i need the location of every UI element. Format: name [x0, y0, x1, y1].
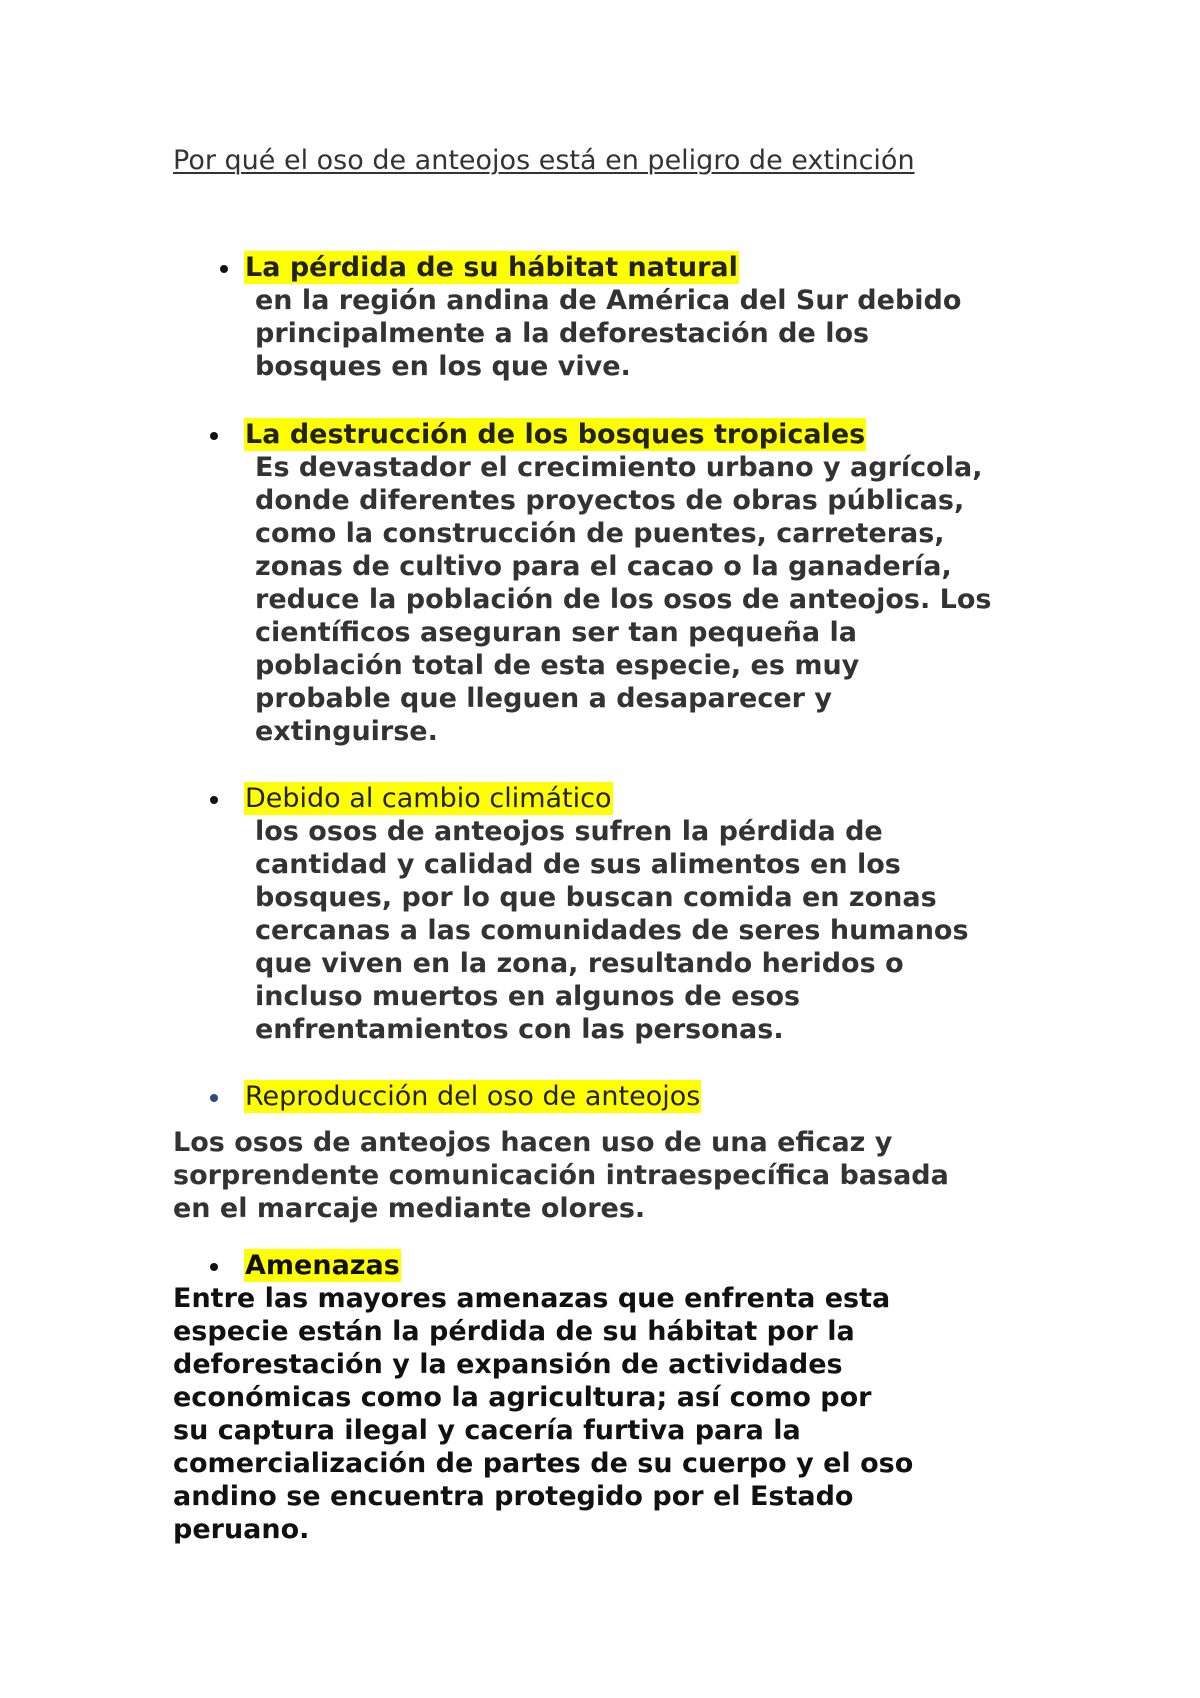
bullet-point — [210, 1094, 218, 1102]
section-heading-climate-change: Debido al cambio climático — [245, 783, 612, 814]
section-heading-threats: Amenazas — [245, 1250, 400, 1281]
section-body-forest-destruction: Es devastador el crecimiento urbano y agrícola, donde diferentes proyectos de obras públicas, como la construcción de puentes, carreteras, zonas de cultivo para el cacao o la ganadería, reduce la población de los osos de anteojos. Los científicos aseguran ser tan pequeña la población total de esta especie, es muy probable que lleguen a desaparecer y extinguirse. — [255, 452, 992, 747]
document-title: Por qué el oso de anteojos está en peligro de extinción — [173, 145, 915, 176]
section-body-habitat-loss: en la región andina de América del Sur debido principalmente a la deforestación de los bosques en los que vive. — [255, 285, 962, 382]
section-heading-reproduction: Reproducción del oso de anteojos — [245, 1081, 701, 1112]
section-heading-forest-destruction: La destrucción de los bosques tropicales — [245, 419, 866, 450]
section-body-threats: Entre las mayores amenazas que enfrenta esta especie están la pérdida de su hábitat por la deforestación y la expansión de actividades económicas como la agricultura; así como por su captura ilegal y cacería furtiva para la comercialización de partes de su cuerpo y el oso andino se encuentra protegido por el Estado peruano. — [173, 1283, 914, 1545]
bullet-point — [210, 1263, 218, 1271]
section-body-reproduction: Los osos de anteojos hacen uso de una eficaz y sorprendente comunicación intraespecífica basada en el marcaje mediante olores. — [173, 1127, 949, 1224]
section-heading-habitat-loss: La pérdida de su hábitat natural — [245, 252, 738, 283]
bullet-point — [220, 265, 228, 273]
bullet-point — [210, 432, 218, 440]
section-body-climate-change: los osos de anteojos sufren la pérdida de cantidad y calidad de sus alimentos en los bosques, por lo que buscan comida en zonas cercanas a las comunidades de seres humanos que viven en la zona, resultando heridos o incluso muertos en algunos de esos enfrentamientos con las personas. — [255, 816, 969, 1045]
bullet-point — [210, 796, 218, 804]
